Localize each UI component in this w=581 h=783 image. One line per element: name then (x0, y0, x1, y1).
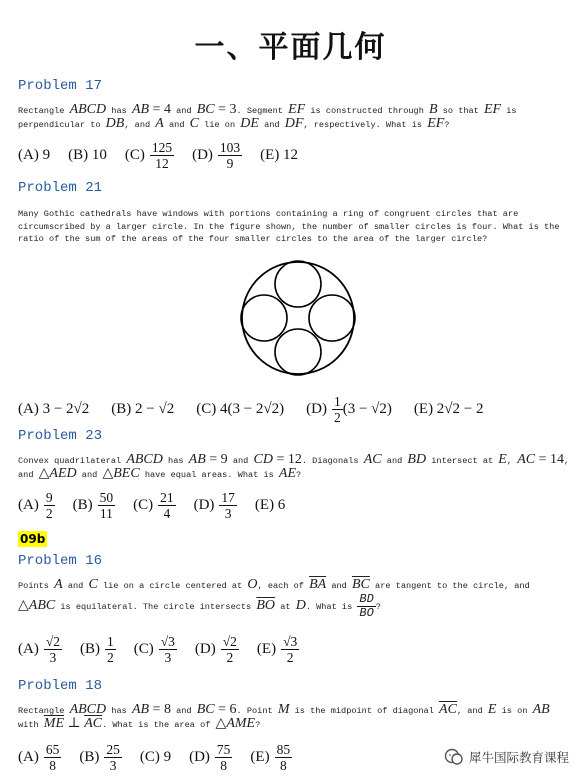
choice-d: (D) $\frac{75}{8}$ (189, 742, 231, 773)
problem-17-statement: Rectangle ABCD has AB = 4 and BC = 3. Segment EF is constructed through B so that EF is perpendicular to DB, and A and C lie on DE and DF, respectively. What is EF? (18, 102, 517, 131)
choice-e: (E) $\frac{85}{8}$ (250, 742, 291, 773)
problem-18-heading: Problem 18 (18, 678, 103, 694)
page-title: 一、平面几何 (194, 30, 387, 65)
choice-e: (E) 2√2 − 2 (413, 401, 484, 417)
choice-c: (C) $\frac{√3}{3}$ (133, 634, 175, 665)
choice-b: (B) 2 − √2 (111, 401, 175, 417)
problem-21-statement: Many Gothic cathedrals have windows with portions containing a ring of congruent circles that are circumscribed by a larger circle. In the figure shown, the number of smaller circles is four. What is the ratio of the sum of the areas of the four smaller circles to the area of the larger circle? (18, 209, 560, 244)
choice-a: (A) 3 − 2√2 (18, 401, 90, 417)
problem-16-choices (18, 634, 317, 665)
problem-16-statement: Points A and C lie on a circle centered at O, each of $\overline{BA}$ and $\overline{BC}$ are tangent to the circle, and △ABC is equilateral. The circle intersects $\overline{BO}$ at D. What is $\frac{BD}{BO}$ ? (18, 577, 530, 620)
choice-a: (A) $\frac{65}{8}$ (18, 742, 60, 773)
choice-c: (C) 4(3 − 2√2) (196, 401, 285, 417)
gothic-circles-figure (240, 260, 356, 376)
problem-21-choices (18, 394, 502, 425)
choice-c: (C) $\frac{21}{4}$ (133, 490, 174, 521)
choice-a: (A) 9 (18, 147, 51, 163)
choice-b: (B) 10 (68, 147, 107, 163)
problem-18-statement: Rectangle ABCD has AB = 8 and BC = 6. Point M is the midpoint of diagonal $\overline{AC}$, and E is on AB with $\overline{ME}$ ⊥ $\overline{AC}$. What is the area of △AME? (18, 702, 550, 731)
choice-a: (A) $\frac{√2}{3}$ (18, 634, 60, 665)
section-tag: 09b (20, 532, 46, 546)
choice-d: (D) $\frac{17}{3}$ (193, 490, 235, 521)
watermark-text: 犀牛国际教育课程 (468, 750, 569, 765)
wechat-official-account-icon (444, 748, 464, 766)
choice-c: (C) 9 (139, 749, 172, 765)
problem-18-choices (18, 742, 310, 773)
choice-a: (A) $\frac{9}{2}$ (18, 490, 53, 521)
problem-16-heading: Problem 16 (18, 553, 103, 569)
choice-b: (B) $\frac{1}{2}$ (80, 634, 114, 665)
watermark (444, 748, 569, 766)
choice-e: (E) 12 (260, 147, 299, 163)
problem-21-heading: Problem 21 (18, 180, 103, 196)
problem-23-choices (18, 490, 303, 521)
choice-c: (C) $\frac{125}{12}$ (124, 140, 173, 171)
problem-17-choices (18, 140, 316, 171)
choice-e: (E) $\frac{√3}{2}$ (256, 634, 298, 665)
problem-17-heading: Problem 17 (18, 78, 103, 94)
problem-23-heading: Problem 23 (18, 428, 103, 444)
problem-23-statement: Convex quadrilateral ABCD has AB = 9 and CD = 12. Diagonals AC and BD intersect at E, AC = 14, and △AED and △BEC have equal areas. What is AE? (18, 452, 570, 481)
choice-b: (B) $\frac{50}{11}$ (72, 490, 114, 521)
choice-e: (E) 6 (254, 497, 286, 513)
choice-d: (D) $\frac{103}{9}$ (192, 140, 241, 171)
choice-d: (D) $\frac{1}{2}$ (3 − √2) (306, 394, 392, 425)
choice-d: (D) $\frac{√2}{2}$ (194, 634, 237, 665)
choice-b: (B) $\frac{25}{3}$ (79, 742, 120, 773)
